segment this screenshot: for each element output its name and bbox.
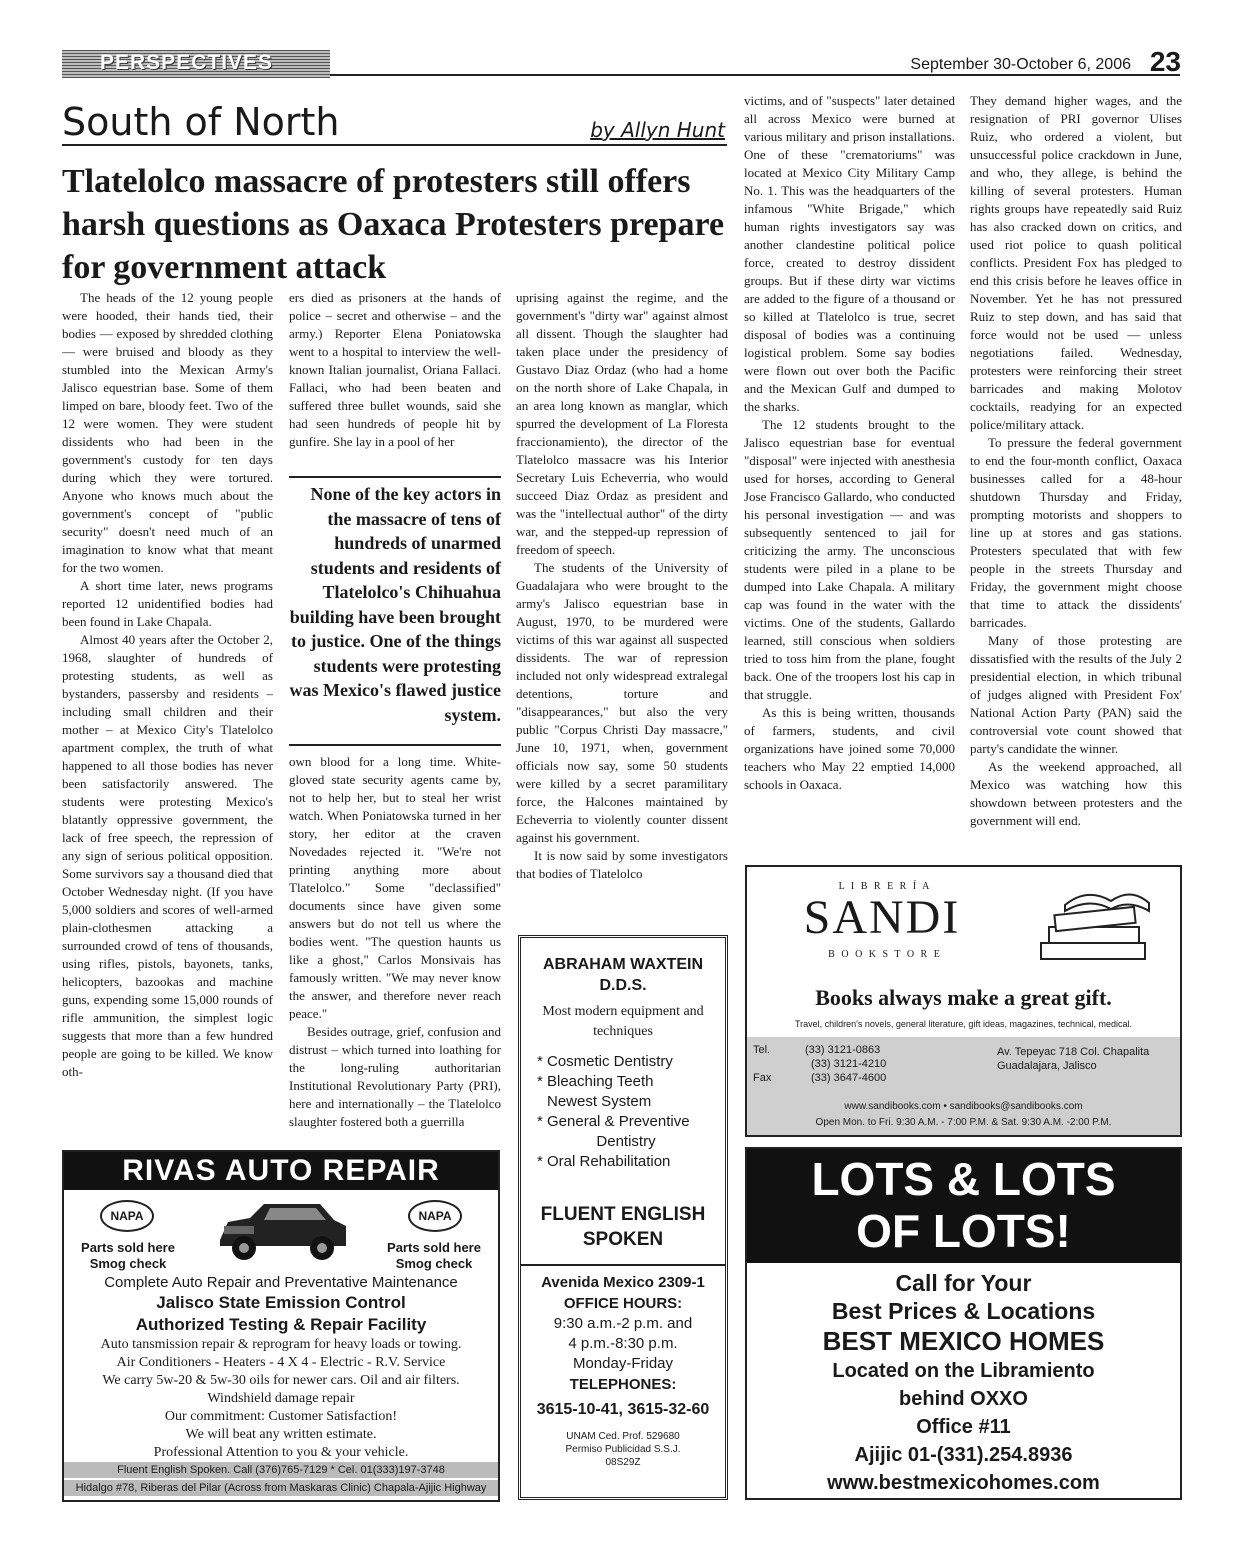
- parts-text: Parts sold here: [387, 1240, 481, 1255]
- ad-line: Air Conditioners - Heaters - 4 X 4 - Electric - R.V. Service: [116, 1355, 446, 1370]
- phone: (33) 3121-0863: [805, 1044, 881, 1056]
- paragraph: The heads of the 12 young people were hooded, their hands tied, their bodies — exposed by shredded clothing — were bruised and bloody as they stumbled into the Mexican Army's Jalisco equestrian base. Some of them limped on bare, bloody feet. Two of the 12 were women. They were student dissidents who had been in the government's custody for ten days during which they were tortured. Anyone who knows much about the government's concept of "public security" doesn't need much of an imagination to know what that meant for the two women.: [62, 290, 273, 575]
- waxtein-dentist-ad: [518, 935, 728, 1500]
- fax: (33) 3647-4600: [811, 1072, 887, 1084]
- hours: 4 p.m.-8:30 p.m.: [568, 1335, 678, 1352]
- ad-line: Fluent English Spoken. Call (376)765-7129 * Cel. 01(333)197-3748: [64, 1462, 498, 1478]
- paragraph: own blood for a long time. White-gloved state security agents came by, not to help her, but to steal her wrist watch. When Poniatowska turned in her story, her editor at the craven Novedades rejected it. "We're not printing anything more about Tlatelolco." Some "declassified" documents since have given some answers but do not tell us where the bodies went. "The question haunts us like a ghost," Carlos Monsivais has famously written. "We may never know the answer, and therefore never reach peace.": [289, 754, 501, 1021]
- ad-title: RIVAS AUTO REPAIR: [64, 1152, 498, 1190]
- ad-banner: [747, 1149, 1180, 1263]
- license: Permiso Publicidad S.S.J.: [565, 1444, 681, 1455]
- paragraph: They demand higher wages, and the resignation of PRI governor Ulises Ruiz, who ordered a violent, but unsuccessful police crackdown in June, and who, they allege, is behind the killing of several protesters. Human rights groups have repeatedly said Ruiz has also cracked down on critics, and used riot police to quash political conflicts. President Fox has pledged to end this crisis before he leaves office in November. Yet he has not pressured Ruiz to step down, and has said that force would not be used — unless negotiations failed. Wednesday, protesters were reinforcing their street barricades and making Molotov cocktails, readying for an expected police/military attack.: [970, 93, 1182, 432]
- section-label: PERSPECTIVES: [100, 51, 274, 74]
- tel-label: Tel.: [753, 1044, 771, 1056]
- hours-label: OFFICE HOURS:: [563, 1295, 683, 1312]
- license: UNAM Ced. Prof. 529680: [566, 1431, 680, 1442]
- ad-line: Windshield damage repair: [207, 1391, 355, 1406]
- tel-label: TELEPHONES:: [569, 1376, 677, 1393]
- smog-text: Smog check: [89, 1256, 167, 1271]
- napa-logo: NAPA: [100, 1200, 154, 1232]
- license: 08S29Z: [605, 1457, 641, 1468]
- paragraph: As the weekend approached, all Mexico was watching how this showdown between protesters and the government will end.: [970, 759, 1182, 828]
- paragraph: Almost 40 years after the October 2, 1968, slaughter of hundreds of protesting students, as well as bystanders, passersby and residents – including small children and their mother – at Mexico City's Tlatelolco apartment complex, the truth of what happened to all those bodies has never been satisfactorily answered. The students were protesting Mexico's blatantly oppressive government, the lack of free speech, the repression of any sign of serious political opposition. Some survivors say a thousand died that October Wednesday night. (If you have 5,000 soldiers and scores of well-armed plain-clothesmen attacking a surrounded crowd of tens of thousands, using rifles, pistols, bayonets, tanks, helicopters, bazookas and machine guns, expending some 15,000 rounds of rifle ammunition, the simplest logic suggests that more than a few hundred people are going to be killed. We know oth-: [62, 632, 273, 1079]
- telephones: 3615-10-41, 3615-32-60: [536, 1401, 710, 1418]
- slogan: Books always make a great gift.: [815, 985, 1112, 1010]
- header-rule: [330, 74, 1180, 76]
- fax-label: Fax: [753, 1072, 772, 1084]
- books-icon: [1031, 881, 1161, 971]
- paragraph: It is now said by some investigators that bodies of Tlatelolco: [516, 848, 728, 881]
- section-banner: [62, 50, 330, 78]
- service-item: Newest System: [547, 1093, 652, 1110]
- article-column-5: [970, 92, 1182, 860]
- article-column-1: [62, 289, 273, 1144]
- pull-quote: None of the key actors in the massacre of tens of hundreds of unarmed students and residents of Tlatelolco's Chihuahua building have been brought to justice. One of the things students were protesting was Mexico's flawed justice system.: [289, 476, 501, 746]
- dentist-subtitle: Most modern equipment and techniques: [542, 1004, 704, 1039]
- ad-line: Our commitment: Customer Satisfaction!: [164, 1409, 398, 1424]
- ad-title-line: OF LOTS!: [856, 1205, 1071, 1257]
- paragraph: As this is being written, thousands of farmers, students, and civil organizations have joined some 70,000 teachers who May 22 emptied 14,000 schools in Oaxaca.: [744, 705, 955, 792]
- categories: Travel, children's novels, general literature, gift ideas, magazines, technical, medical.: [794, 1019, 1133, 1029]
- issue-date: September 30-October 6, 2006: [910, 56, 1131, 73]
- paragraph: uprising against the regime, and the government's "dirty war" against almost all dissent. Though the slaughter had taken place under the presidency of Gustavo Diaz Ordaz (who had a home on the north shore of Lake Chapala, in an area long known as manglar, which spurred the development of La Floresta fraccionamiento), the director of the Tlatelolco massacre was his Interior Secretary Luis Echeverria, who would succeed Diaz Ordaz as president and was the "intellectual author" of the dirty war, and the stepped-up repression of freedom of speech.: [516, 290, 728, 557]
- hours: Open Mon. to Fri. 9:30 A.M. - 7:00 P.M. & Sat. 9:30 A.M. -2:00 P.M.: [815, 1117, 1112, 1128]
- ad-line: Auto tansmission repair & reprogram for heavy loads or towing.: [100, 1337, 462, 1352]
- page-number: 23: [1149, 46, 1181, 77]
- parts-text: Parts sold here: [81, 1240, 175, 1255]
- ad-line: We carry 5w-20 & 5w-30 oils for newer cars. Oil and air filters.: [102, 1373, 460, 1388]
- napa-logo: NAPA: [408, 1200, 462, 1232]
- ad-line: Authorized Testing & Repair Facility: [135, 1315, 427, 1334]
- best-mexico-homes-ad: [745, 1147, 1182, 1500]
- smog-text: Smog check: [395, 1256, 473, 1271]
- website[interactable]: www.bestmexicohomes.com: [827, 1472, 1100, 1494]
- paragraph: A short time later, news programs reported 12 unidentified bodies had been found in Lake Chapala.: [62, 578, 273, 629]
- address: Av. Tepeyac 718 Col. Chapalita: [997, 1046, 1150, 1058]
- paragraph: The 12 students brought to the Jalisco equestrian base for eventual "disposal" were injected with anesthesia used for horses, according to General Jose Francisco Gallardo, who conducted his personal investigation — and was subsequently sentenced to jail for criticizing the army. The unconscious students were piled in a plane to be dumped into Lake Chapala. A military cap was found in the water with the victims. One of the students, Gallardo learned, still conscious when soldiers tried to toss him from the plane, fought back. One of the troopers lost his cap in that struggle.: [744, 417, 955, 702]
- hours: 9:30 a.m.-2 p.m. and: [553, 1315, 693, 1332]
- address: Avenida Mexico 2309-1: [541, 1274, 705, 1291]
- ad-line: Call for Your: [895, 1270, 1032, 1296]
- web-email: www.sandibooks.com • sandibooks@sandibooks.com: [844, 1101, 1083, 1112]
- ad-title-line: LOTS & LOTS: [811, 1153, 1116, 1205]
- ad-line: Complete Auto Repair and Preventative Maintenance: [104, 1274, 458, 1291]
- hours: Monday-Friday: [572, 1355, 674, 1372]
- ad-line: Best Prices & Locations: [831, 1298, 1096, 1324]
- jeep-image: [212, 1196, 352, 1266]
- dentist-name: ABRAHAM WAXTEIN D.D.S.: [543, 956, 703, 994]
- article-column-2-bottom: [289, 753, 501, 1145]
- paragraph: Besides outrage, grief, confusion and distrust – which turned into loathing for the long-ruling authoritarian Institutional Revolutionary Party (PRI), here and internationally – the Tlatelolco slaughter fostered both a guerrilla: [289, 1024, 501, 1129]
- phone: (33) 3121-4210: [811, 1058, 887, 1070]
- service-item: * Oral Rehabilitation: [537, 1153, 671, 1170]
- bookstore-label: B O O K S T O R E: [828, 949, 942, 960]
- column-title: South of North: [62, 100, 340, 144]
- service-item: * Bleaching Teeth: [537, 1073, 654, 1090]
- article-column-3: [516, 289, 728, 925]
- column-header: [62, 100, 727, 146]
- paragraph: To pressure the federal government to end the four-month conflict, Oaxaca businesses called for a 48-hour shutdown Thursday and Friday, prompting motorists and shoppers to line up at stores and gas stations. Protesters speculated that with few people in the streets Thursday and Friday, the government might choose that time to attack the dissidents' barricades.: [970, 435, 1182, 630]
- paragraph: ers died as prisoners at the hands of police – secret and otherwise – and the army.) Reporter Elena Poniatowska went to a hospital to interview the well-known Italian journalist, Oriana Fallaci. Fallaci, who had been beaten and suffered three bullet wounds, said she had seen hundreds of people hit by gunfire. She lay in a pool of her: [289, 290, 501, 449]
- article-column-4: [744, 92, 955, 860]
- ad-line: Jalisco State Emission Control: [156, 1293, 406, 1312]
- ad-line: Office #11: [916, 1416, 1011, 1438]
- ad-line: Ajijic 01-(331).254.8936: [854, 1444, 1073, 1466]
- ad-line: We will beat any written estimate.: [185, 1427, 377, 1442]
- article-headline: Tlatelolco massacre of protesters still offers harsh questions as Oaxaca Protesters prepare for government attack: [62, 163, 725, 286]
- ad-line: behind OXXO: [899, 1388, 1028, 1410]
- article-column-2-top: [289, 289, 501, 469]
- byline: by Allyn Hunt: [590, 118, 725, 142]
- service-item: Dentistry: [596, 1133, 656, 1150]
- address: Guadalajara, Jalisco: [997, 1060, 1097, 1072]
- rivas-auto-ad: [62, 1150, 500, 1502]
- ad-line: Professional Attention to you & your vehicle.: [153, 1445, 409, 1460]
- libreria-label: L I B R E R Í A: [838, 881, 932, 892]
- service-item: * General & Preventive: [537, 1113, 690, 1130]
- parts-note-left: [68, 1240, 188, 1272]
- paragraph: victims, and of "suspects" later detained all across Mexico were burned at various military and prison installations. One of these "crematoriums" was located at Mexico City Military Camp No. 1. This was the headquarters of the infamous "White Brigade," which human rights investigators say was another clandestine political police force, created to destroy dissident groups. But if these dirty war victims are added to the figure of a thousand or so killed at Tlatelolco is true, secret disposal of bodies was a continuing logistical problem. Some say bodies were flown out over both the Pacific and the Mexican Gulf and dumped to the sharks.: [744, 93, 955, 414]
- ad-line: Hidalgo #78, Riberas del Pilar (Across from Maskaras Clinic) Chapala-Ajijic Highway: [64, 1480, 498, 1496]
- parts-note-right: [374, 1240, 494, 1272]
- ad-line: BEST MEXICO HOMES: [822, 1326, 1105, 1356]
- paragraph: The students of the University of Guadalajara who were brought to the army's Jalisco equestrian base in August, 1970, to be murdered were victims of this war against all suspected dissidents. The war of repression included not only widespread extralegal detentions, torture and "disappearances," but also the very public "Corpus Christi Day massacre," June 10, 1971, when, government officials now say, some 50 students were killed by a secret paramilitary force, the Halcones maintained by Echeverria to violently counter dissent against his government.: [516, 560, 728, 845]
- service-item: * Cosmetic Dentistry: [537, 1053, 673, 1070]
- english-spoken: FLUENT ENGLISH SPOKEN: [540, 1204, 706, 1250]
- sandi-bookstore-ad: [745, 865, 1182, 1137]
- paragraph: Many of those protesting are dissatisfied with the results of the July 2 presidential election, in which tribunal of judges aligned with President Fox' National Action Party (PAN) said the controversial vote count showed that party's candidate the winner.: [970, 633, 1182, 756]
- sandi-logo: SANDI: [803, 891, 961, 944]
- ad-line: Located on the Libramiento: [832, 1360, 1095, 1382]
